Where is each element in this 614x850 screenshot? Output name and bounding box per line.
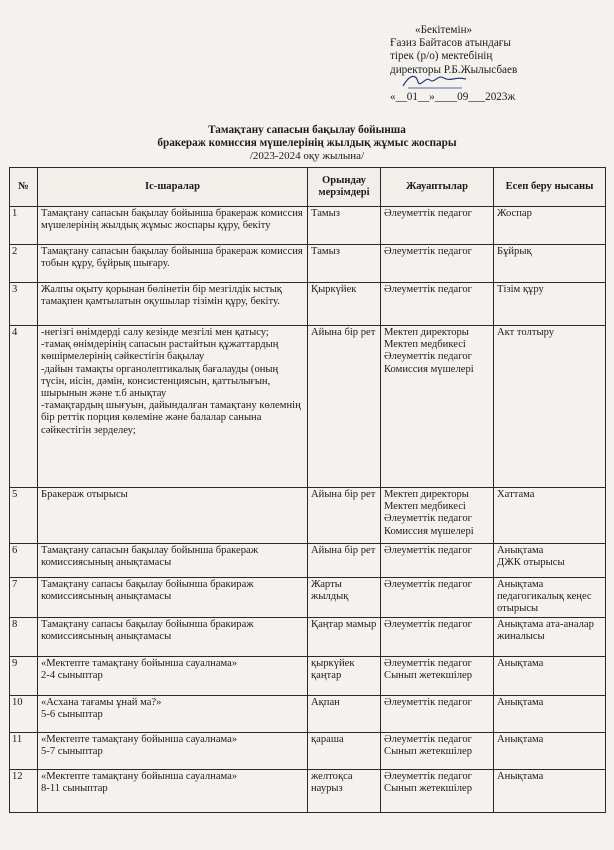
header-activities: Іс-шаралар bbox=[38, 168, 308, 207]
row-deadline: Айына бір рет bbox=[308, 488, 381, 544]
row-responsible: Әлеуметтік педагог bbox=[381, 544, 494, 578]
row-deadline: қыркүйек қаңтар bbox=[308, 656, 381, 695]
row-number: 2 bbox=[10, 245, 38, 283]
plan-subtitle: /2023-2024 оқу жылына/ bbox=[249, 150, 365, 162]
row-deadline: Қаңтар мамыр bbox=[308, 617, 381, 656]
table-row bbox=[10, 245, 606, 283]
row-report-form: Анықтама bbox=[494, 695, 606, 732]
approval-block bbox=[390, 24, 605, 104]
row-report-form: Анықтама ата-аналар жиналысы bbox=[494, 617, 606, 656]
header-responsible: Жауаптылар bbox=[381, 168, 494, 207]
row-activity: «Мектепте тамақтану бойынша сауалнама» 5-7 сыныптар bbox=[38, 732, 308, 769]
row-responsible: Әлеуметтік педагог bbox=[381, 578, 494, 618]
table-row bbox=[10, 578, 606, 618]
table-header-row bbox=[10, 168, 606, 207]
row-number: 9 bbox=[10, 656, 38, 695]
row-responsible: Әлеуметтік педагог Сынып жетекшілер bbox=[381, 769, 494, 812]
row-number: 12 bbox=[10, 769, 38, 812]
approval-date: «__01__»____09___2023ж bbox=[390, 90, 516, 103]
table-row bbox=[10, 283, 606, 326]
table-row bbox=[10, 656, 606, 695]
row-report-form: Анықтама bbox=[494, 732, 606, 769]
approval-director-line: директоры Р.Б.Жылысбаев bbox=[390, 63, 518, 76]
row-deadline: Айына бір рет bbox=[308, 326, 381, 488]
row-activity: -негізгі өнімдерді салу кезінде мезгілі мен қатысу; -тамақ өнімдерінің сапасын растайтын құжаттардың көшірмелерінің сәйкестігін бақылау -дайын тамақты органолептикалық бағалауды (оның түсін, иісін, дәмін, консистенциясын, қаттылығын, шырынын және т.б анықтау -тамақтардың шығуын, дайындалған тамақтану көлемнің бір реттік порция көлеміне және балалар санына сәйкестігін зерделеу; bbox=[38, 326, 308, 488]
row-responsible: Мектеп директоры Мектеп медбикесі Әлеуметтік педагог Комиссия мүшелері bbox=[381, 326, 494, 488]
plan-title-line1: Тамақтану сапасын бақылау бойынша bbox=[208, 124, 406, 136]
row-responsible: Әлеуметтік педагог bbox=[381, 207, 494, 245]
table-row bbox=[10, 769, 606, 812]
row-number: 10 bbox=[10, 695, 38, 732]
row-report-form: Тізім құру bbox=[494, 283, 606, 326]
row-report-form: Анықтама педагогикалық кеңес отырысы bbox=[494, 578, 606, 618]
plan-table bbox=[9, 167, 606, 813]
row-number: 8 bbox=[10, 617, 38, 656]
table-row bbox=[10, 732, 606, 769]
row-number: 5 bbox=[10, 488, 38, 544]
row-report-form: Бұйрық bbox=[494, 245, 606, 283]
row-deadline: Қыркүйек bbox=[308, 283, 381, 326]
row-activity: Тамақтану сапасын бақылау бойынша бракераж комиссия мүшелерінің жылдық жұмыс жоспары құру, бекіту bbox=[38, 207, 308, 245]
table-row bbox=[10, 488, 606, 544]
row-number: 6 bbox=[10, 544, 38, 578]
header-report-form: Есеп беру нысаны bbox=[494, 168, 606, 207]
row-report-form: Анықтама bbox=[494, 769, 606, 812]
approval-heading: «Бекітемін» bbox=[415, 24, 473, 36]
row-activity: Тамақтану сапасы бақылау бойынша бракираж комиссиясының анықтамасы bbox=[38, 617, 308, 656]
table-row bbox=[10, 326, 606, 488]
table-row bbox=[10, 544, 606, 578]
row-responsible: Әлеуметтік педагог bbox=[381, 695, 494, 732]
row-deadline: желтоқса наурыз bbox=[308, 769, 381, 812]
row-responsible: Әлеуметтік педагог Сынып жетекшілер bbox=[381, 732, 494, 769]
row-number: 7 bbox=[10, 578, 38, 618]
row-responsible: Әлеуметтік педагог bbox=[381, 245, 494, 283]
row-activity: Тамақтану сапасын бақылау бойынша бракераж комиссиясының анықтамасы bbox=[38, 544, 308, 578]
row-activity: Тамақтану сапасын бақылау бойынша бракераж комиссия тобын құру, бұйрық шығару. bbox=[38, 245, 308, 283]
row-number: 4 bbox=[10, 326, 38, 488]
row-deadline: қараша bbox=[308, 732, 381, 769]
row-activity: Бракераж отырысы bbox=[38, 488, 308, 544]
row-responsible: Мектеп директоры Мектеп медбикесі Әлеуметтік педагог Комиссия мүшелері bbox=[381, 488, 494, 544]
row-activity: «Асхана тағамы ұнай ма?» 5-6 сыныптар bbox=[38, 695, 308, 732]
row-activity: «Мектепте тамақтану бойынша сауалнама» 8-11 сыныптар bbox=[38, 769, 308, 812]
row-deadline: Тамыз bbox=[308, 245, 381, 283]
row-number: 11 bbox=[10, 732, 38, 769]
table-row bbox=[10, 695, 606, 732]
row-activity: «Мектепте тамақтану бойынша сауалнама» 2-4 сыныптар bbox=[38, 656, 308, 695]
header-deadline: Орындау мерзімдері bbox=[308, 168, 381, 207]
row-responsible: Әлеуметтік педагог bbox=[381, 283, 494, 326]
row-deadline: Ақпан bbox=[308, 695, 381, 732]
row-deadline: Айына бір рет bbox=[308, 544, 381, 578]
row-activity: Тамақтану сапасы бақылау бойынша бракираж комиссиясының анықтамасы bbox=[38, 578, 308, 618]
approval-school-line-2: тірек (р/о) мектебінің bbox=[390, 50, 493, 63]
row-report-form: Анықтама bbox=[494, 656, 606, 695]
row-report-form: Акт толтыру bbox=[494, 326, 606, 488]
row-deadline: Тамыз bbox=[308, 207, 381, 245]
header-number: № bbox=[10, 168, 38, 207]
table-row bbox=[10, 617, 606, 656]
plan-title-line2: бракераж комиссия мүшелерінің жылдық жұмыс жоспары bbox=[157, 137, 457, 149]
row-responsible: Әлеуметтік педагог Сынып жетекшілер bbox=[381, 656, 494, 695]
approval-school-line: Ғазиз Байтасов атындағы bbox=[390, 37, 511, 50]
row-report-form: Жоспар bbox=[494, 207, 606, 245]
row-report-form: Анықтама ДЖК отырысы bbox=[494, 544, 606, 578]
row-activity: Жалпы оқыту қорынан бөлінетін бір мезгілдік ыстық тамақпен қамтылатын оқушылар тізімін құру, бекіту. bbox=[38, 283, 308, 326]
row-responsible: Әлеуметтік педагог bbox=[381, 617, 494, 656]
row-number: 1 bbox=[10, 207, 38, 245]
row-report-form: Хаттама bbox=[494, 488, 606, 544]
director-signature bbox=[400, 70, 470, 92]
row-deadline: Жарты жылдық bbox=[308, 578, 381, 618]
row-number: 3 bbox=[10, 283, 38, 326]
table-row bbox=[10, 207, 606, 245]
